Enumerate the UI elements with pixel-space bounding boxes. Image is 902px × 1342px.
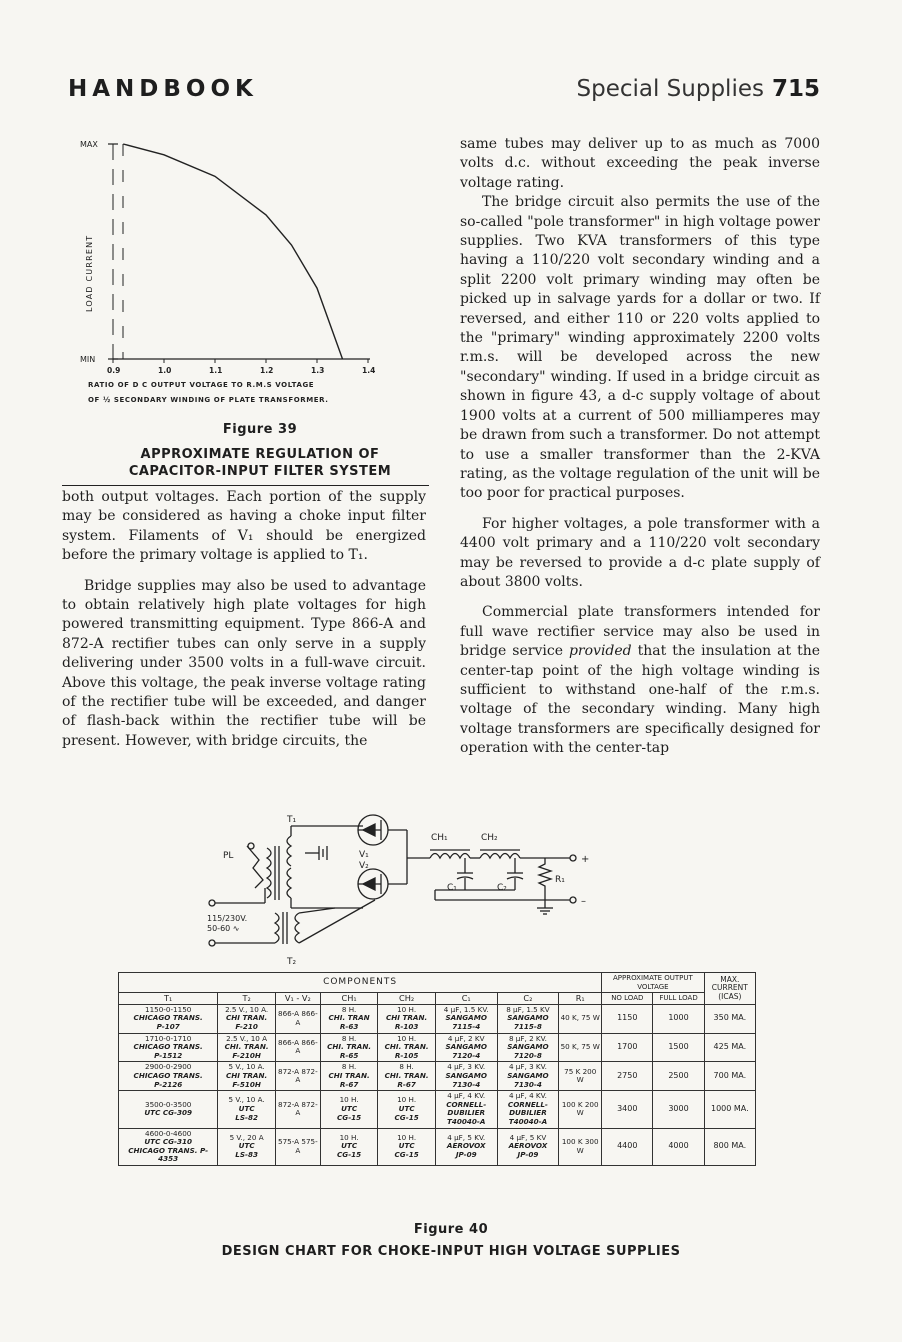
table-row xyxy=(119,1033,756,1062)
label-r1: R₁ xyxy=(555,875,565,885)
ch2-maker: UTC xyxy=(398,1141,415,1151)
ch2-rating: 10 H. xyxy=(397,1132,417,1142)
c1-maker: SANGAMO xyxy=(445,1013,487,1023)
no-load-voltage: 3400 xyxy=(602,1091,653,1128)
t2-rating: 5 V., 10 A. xyxy=(228,1095,265,1105)
c2-part: T40040-A xyxy=(508,1116,548,1126)
t2-maker: UTC xyxy=(238,1141,255,1151)
t1-part: P-107 xyxy=(156,1021,180,1031)
right-paragraph-4 xyxy=(460,603,820,758)
header-no-load: NO LOAD xyxy=(602,993,653,1005)
header-c2: C₂ xyxy=(497,993,559,1005)
x-tick-label: 0.9 xyxy=(107,366,121,375)
max-current: 1000 MA. xyxy=(704,1091,755,1128)
label-c2: C₂ xyxy=(497,883,507,893)
c1-rating: 4 µF, 4 KV. xyxy=(447,1091,486,1101)
running-head: HANDBOOK xyxy=(68,76,258,102)
label-line-voltage: 115/230V. xyxy=(207,914,248,923)
ch1-rating: 10 H. xyxy=(339,1095,359,1105)
header-c1: C₁ xyxy=(435,993,497,1005)
t1-rating: 4600-0-4600 xyxy=(145,1128,192,1138)
c2-rating: 8 µF, 1.5 KV xyxy=(506,1004,550,1014)
c2-rating: 4 µF, 5 KV xyxy=(509,1132,547,1142)
ch1-maker: CHI. TRAN. xyxy=(327,1042,372,1052)
regulation-curve xyxy=(123,144,342,359)
c2-part: 7115-8 xyxy=(513,1021,542,1031)
ch1-part: CG-15 xyxy=(337,1112,362,1122)
ch1-rating: 8 H. xyxy=(341,1004,357,1014)
fig39-caption-title xyxy=(70,446,450,480)
left-paragraph-2: Bridge supplies may also be used to advantage to obtain relatively high plate voltages for high powered transmitting equipment. Type 866-A and 872-A rectifier tubes can only serve in a supply delivering under 3500 volts in a full-wave circuit. Above this voltage, the peak inverse voltage rating of the rectifier tube will be exceeded, and danger of flash-back within the rectifier tube will be present. However, with bridge circuits, the xyxy=(62,577,426,749)
p4-after: that the insulation at the center-tap point of the high voltage winding is sufficient to withstand one-half of the r.m.s. voltage of the secondary winding. Many high voltage transformers are specifically designed for operation with the center-tap xyxy=(460,643,820,757)
tubes: 872-A 872-A xyxy=(275,1062,320,1091)
fig39-chart xyxy=(70,134,420,414)
ch1-rating: 10 H. xyxy=(339,1132,359,1142)
c1-maker: AEROVOX xyxy=(446,1141,486,1151)
ch2-rating: 10 H. xyxy=(397,1033,417,1043)
x-label-line1: RATIO OF D C OUTPUT VOLTAGE TO R.M.S VOLTAGE xyxy=(88,381,315,389)
c1-part: 7130-4 xyxy=(452,1079,481,1089)
c1-maker: SANGAMO xyxy=(445,1042,487,1052)
label-line-frequency: 50-60 ∿ xyxy=(207,924,240,933)
tubes: 866-A 866-A xyxy=(275,1004,320,1033)
t2-part: F-210H xyxy=(232,1050,261,1060)
c2-part: 7120-8 xyxy=(513,1050,542,1060)
column-rule xyxy=(62,485,429,486)
ch1-maker: UTC xyxy=(341,1141,358,1151)
ch2-part: CG-15 xyxy=(394,1112,419,1122)
ch2-maker: CHI TRAN. xyxy=(386,1013,428,1023)
r1-value: 75 K 200 W xyxy=(559,1062,602,1091)
r1-value: 100 K 200 W xyxy=(559,1091,602,1128)
c2-rating: 4 µF, 3 KV. xyxy=(508,1062,547,1072)
c2-part: JP-09 xyxy=(517,1149,539,1159)
c1-part: JP-09 xyxy=(455,1149,477,1159)
c2-rating: 8 µF, 2 KV. xyxy=(508,1033,547,1043)
x-tick-label: 1.0 xyxy=(158,366,172,375)
t2-part: LS-82 xyxy=(235,1112,258,1122)
section-head xyxy=(577,76,821,102)
t1-part: P-1512 xyxy=(154,1050,183,1060)
no-load-voltage: 1150 xyxy=(602,1004,653,1033)
ch2-part: R-105 xyxy=(394,1050,419,1060)
table-row xyxy=(119,1091,756,1128)
header-t2: T₂ xyxy=(218,993,276,1005)
t1-rating: 2900-0-2900 xyxy=(145,1062,192,1072)
full-load-voltage: 3000 xyxy=(653,1091,704,1128)
t2-rating: 2.5 V., 10 A. xyxy=(225,1004,269,1014)
section-title: Special Supplies xyxy=(576,76,764,102)
full-load-voltage: 1500 xyxy=(653,1033,704,1062)
r1-value: 100 K 300 W xyxy=(559,1128,602,1165)
header-ch2: CH₂ xyxy=(378,993,436,1005)
t2-part: F-510H xyxy=(232,1079,261,1089)
label-pl: PL xyxy=(223,851,234,861)
tubes: 575-A 575-A xyxy=(275,1128,320,1165)
c1-rating: 4 µF, 2 KV xyxy=(447,1033,485,1043)
t1-rating: 1150-0-1150 xyxy=(145,1004,192,1014)
label-t1: T₁ xyxy=(287,815,297,825)
label-ch2: CH₂ xyxy=(481,833,498,843)
fig39-caption-line2: CAPACITOR-INPUT FILTER SYSTEM xyxy=(128,464,392,479)
fig39-caption-line1: APPROXIMATE REGULATION OF xyxy=(140,447,380,462)
t2-maker: UTC xyxy=(238,1104,255,1114)
r1-value: 50 K, 75 W xyxy=(559,1033,602,1062)
ch2-rating: 10 H. xyxy=(397,1004,417,1014)
label-v2: V₂ xyxy=(359,861,369,871)
group-current: MAX. CURRENT (ICAS) xyxy=(704,973,755,1005)
fig40-caption-title: DESIGN CHART FOR CHOKE-INPUT HIGH VOLTAGE SUPPLIES xyxy=(221,1244,681,1259)
t1-maker: UTC CG-309 xyxy=(144,1108,193,1118)
right-paragraph-3: For higher voltages, a pole transformer with a 4400 volt primary and a 110/220 volt secondary may be reversed to provide a d-c plate supply of about 3800 volts. xyxy=(460,515,820,590)
t2-part: F-210 xyxy=(235,1021,258,1031)
page-number: 715 xyxy=(771,76,820,102)
c1-rating: 4 µF, 1.5 KV. xyxy=(443,1004,489,1014)
r1-value: 40 K, 75 W xyxy=(559,1004,602,1033)
label-t2: T₂ xyxy=(287,957,297,967)
t1-maker: CHICAGO TRANS. xyxy=(133,1070,203,1080)
ch1-rating: 8 H. xyxy=(341,1062,357,1072)
fig40-caption-number: Figure 40 xyxy=(413,1222,489,1237)
ch1-rating: 8 H. xyxy=(341,1033,357,1043)
full-load-voltage: 1000 xyxy=(653,1004,704,1033)
t2-part: LS-83 xyxy=(235,1149,258,1159)
ch2-part: CG-15 xyxy=(394,1149,419,1159)
t2-rating: 5 V., 10 A. xyxy=(228,1062,265,1072)
circuit-schematic xyxy=(195,808,615,968)
left-column xyxy=(62,488,426,751)
t2-rating: 5 V., 20 A xyxy=(229,1132,264,1142)
t1-part: CHICAGO TRANS. P-4353 xyxy=(128,1145,209,1164)
table-row xyxy=(119,1004,756,1033)
x-tick-label: 1.2 xyxy=(260,366,274,375)
t2-maker: CHI TRAN. xyxy=(226,1013,268,1023)
p4-emphasis: provided xyxy=(568,643,632,660)
no-load-voltage: 2750 xyxy=(602,1062,653,1091)
c1-maker: SANGAMO xyxy=(445,1070,487,1080)
t1-maker: CHICAGO TRANS. xyxy=(133,1042,203,1052)
ch1-part: R-65 xyxy=(339,1050,359,1060)
max-current: 350 MA. xyxy=(704,1004,755,1033)
table-row xyxy=(119,1128,756,1165)
p4-before: Commercial plate transformers intended for full wave rectifier service may also be used in bridge service xyxy=(460,604,820,660)
ch2-part: R-67 xyxy=(397,1079,416,1089)
left-paragraph-1: both output voltages. Each portion of the supply may be considered as having a choke input filter system. Filaments of V₁ should be energized before the primary voltage is applied to T₁. xyxy=(62,489,426,564)
ch2-rating: 10 H. xyxy=(397,1095,417,1105)
header-ch1: CH₁ xyxy=(320,993,378,1005)
label-c1: C₁ xyxy=(447,883,457,893)
tubes: 866-A 866-A xyxy=(275,1033,320,1062)
ch1-maker: CHI TRAN. xyxy=(328,1070,370,1080)
max-current: 700 MA. xyxy=(704,1062,755,1091)
label-minus: – xyxy=(581,896,586,907)
header-t1: T₁ xyxy=(119,993,218,1005)
x-tick-label: 1.1 xyxy=(209,366,223,375)
t1-maker: CHICAGO TRANS. xyxy=(133,1013,203,1023)
c1-part: T40040-A xyxy=(446,1116,486,1126)
c1-part: 7115-4 xyxy=(452,1021,481,1031)
y-min-label: MIN xyxy=(80,355,96,364)
ch2-maker: CHI. TRAN. xyxy=(384,1070,429,1080)
t1-maker: UTC CG-310 xyxy=(144,1137,193,1147)
right-paragraph-2: The bridge circuit also permits the use of the so-called "pole transformer" in high voltage power supplies. Two KVA transformers of this type having a 110/220 volt secondary winding and a split 2200 volt primary winding may often be picked up in salvage yards for a dollar or two. If reversed, and either 110 or 220 volts applied to the "primary" winding approximately 2200 volts r.m.s. will be developed across the new "secondary" winding. If used in a bridge circuit as shown in figure 43, a d-c supply voltage of about 1900 volts at a current of 500 milliamperes may be drawn from such a transformer. Do not attempt to use a smaller transformer than the 2-KVA rating, as the voltage regulation of the unit will be too poor for practical purposes. xyxy=(460,194,820,502)
ch2-maker: UTC xyxy=(398,1104,415,1114)
t1-part: P-2126 xyxy=(154,1079,183,1089)
header-full-load: FULL LOAD xyxy=(653,993,704,1005)
c2-rating: 4 µF, 4 KV. xyxy=(508,1091,547,1101)
table-row xyxy=(119,1062,756,1091)
design-chart-table xyxy=(118,972,756,1166)
c1-rating: 4 µF, 5 KV. xyxy=(447,1132,486,1142)
ch2-part: R-103 xyxy=(394,1021,419,1031)
x-label-line2: OF ½ SECONDARY WINDING OF PLATE TRANSFORMER. xyxy=(88,396,329,404)
c1-rating: 4 µF, 3 KV. xyxy=(447,1062,486,1072)
full-load-voltage: 2500 xyxy=(653,1062,704,1091)
t2-maker: CHI. TRAN. xyxy=(224,1042,269,1052)
fig39-caption-number: Figure 39 xyxy=(222,422,298,437)
ch1-part: R-67 xyxy=(339,1079,359,1089)
max-current: 800 MA. xyxy=(704,1128,755,1165)
x-tick-label: 1.3 xyxy=(311,366,325,375)
ch1-part: R-63 xyxy=(339,1021,359,1031)
c2-maker: SANGAMO xyxy=(507,1070,549,1080)
y-max-label: MAX xyxy=(80,140,98,149)
group-voltage: APPROXIMATE OUTPUT VOLTAGE xyxy=(602,973,705,993)
c2-maker: AEROVOX xyxy=(508,1141,548,1151)
header-r1: R₁ xyxy=(559,993,602,1005)
t2-maker: CHI TRAN. xyxy=(226,1070,268,1080)
t1-rating: 3500-0-3500 xyxy=(145,1099,192,1109)
y-axis-label: LOAD CURRENT xyxy=(85,234,94,312)
ch2-maker: CHI. TRAN. xyxy=(384,1042,429,1052)
c1-part: 7120-4 xyxy=(452,1050,481,1060)
c2-maker: CORNELL-DUBILIER xyxy=(507,1099,548,1118)
no-load-voltage: 1700 xyxy=(602,1033,653,1062)
c2-maker: SANGAMO xyxy=(507,1013,549,1023)
t1-rating: 1710-0-1710 xyxy=(145,1033,192,1043)
tubes: 872-A 872-A xyxy=(275,1091,320,1128)
ch1-part: CG-15 xyxy=(337,1149,362,1159)
c2-part: 7130-4 xyxy=(513,1079,542,1089)
x-ticks xyxy=(107,359,375,375)
group-components: COMPONENTS xyxy=(119,973,602,993)
header-v: V₁ - V₂ xyxy=(275,993,320,1005)
x-tick-label: 1.4 xyxy=(362,366,376,375)
t2-rating: 2.5 V., 10 A xyxy=(226,1033,268,1043)
max-current: 425 MA. xyxy=(704,1033,755,1062)
c2-maker: SANGAMO xyxy=(507,1042,549,1052)
label-ch1: CH₁ xyxy=(431,833,448,843)
c1-maker: CORNELL-DUBILIER xyxy=(446,1099,487,1118)
ch1-maker: CHI. TRAN xyxy=(328,1013,370,1023)
right-paragraph-1: same tubes may deliver up to as much as 7000 volts d.c. without exceeding the peak inverse voltage rating. xyxy=(460,136,820,191)
right-column xyxy=(460,135,820,759)
ch2-rating: 8 H. xyxy=(399,1062,414,1072)
no-load-voltage: 4400 xyxy=(602,1128,653,1165)
ch1-maker: UTC xyxy=(341,1104,358,1114)
label-plus: + xyxy=(581,854,590,865)
full-load-voltage: 4000 xyxy=(653,1128,704,1165)
label-v1: V₁ xyxy=(359,850,369,860)
